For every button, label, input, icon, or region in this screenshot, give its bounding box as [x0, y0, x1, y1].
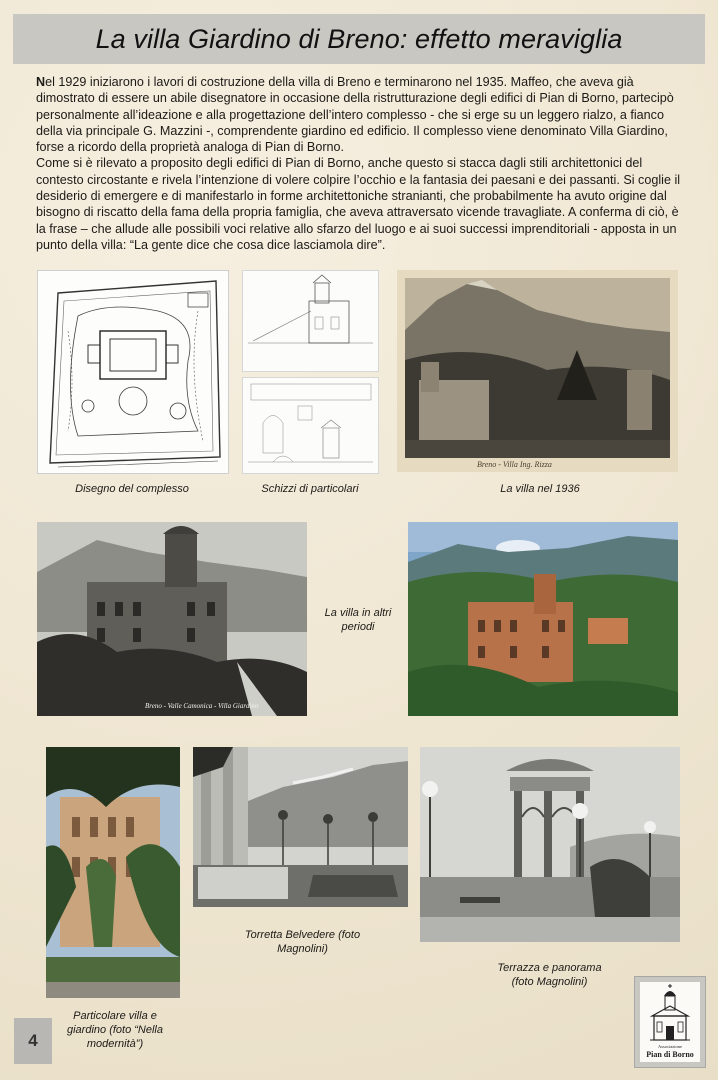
caption-altri-periodi: La villa in altri periodi: [324, 607, 392, 633]
caption-torretta: Torretta Belvedere (foto Magnolini): [244, 929, 361, 955]
intro-paragraph-1: [36, 74, 684, 155]
sketch-tower-elevation: [242, 270, 379, 372]
caption-villa-1936: La villa nel 1936: [500, 483, 580, 495]
terrazza-svg: [420, 747, 680, 942]
intro-paragraph-1-text: el 1929 iniziarono i lavori di costruzione della villa di Breno e terminarono nel 1935. Maffeo, che aveva già dimostrato di essere un abile disegnatore in occasione della ristrutturazione degli edifici di Pian di Borno, partecipò personalmente all’ideazione e alla progettazione dell’intero complesso - che si erge su un leggero rialzo, a fianco della via principale G. Mazzini -, comprendente giardino ed edificio. Il complesso viene denominato Villa Giardino, forse a ricordo della proprietà analoga di Pian di Borno.: [36, 75, 674, 155]
intro-text: [36, 74, 684, 253]
sketch-details-svg: [243, 378, 378, 473]
title-bar: [13, 14, 705, 64]
villa-bw-photo: [37, 522, 307, 716]
torretta-photo: [193, 747, 408, 907]
logo-inner: [640, 982, 700, 1062]
villa-bw-svg: [37, 522, 307, 716]
caption-terrazza: Terrazza e panorama (foto Magnolini): [497, 962, 602, 988]
church-icon: [640, 982, 700, 1044]
villa-1936-svg: [397, 270, 678, 472]
sketch-tower-svg: [243, 271, 378, 371]
sketch-details: [242, 377, 379, 474]
villa-bw-inscription: Breno - Valle Camonica - Villa Giardino: [145, 702, 259, 710]
villa-1936-photo: [397, 270, 678, 472]
villa-1936-inscription: Breno - Villa Ing. Rizza: [477, 460, 552, 469]
villa-color-svg: [408, 522, 678, 716]
caption-disegno: Disegno del complesso: [75, 483, 189, 495]
terrazza-photo: [420, 747, 680, 942]
site-plan-svg: [38, 271, 228, 473]
villa-color-photo: [408, 522, 678, 716]
garden-detail-photo: [46, 747, 180, 998]
logo-text-small: Associazione: [658, 1044, 682, 1049]
intro-paragraph-2: Come si è rilevato a proposito degli edifici di Pian di Borno, anche questo si stacca dagli stili architettonici del contesto circostante e rivela l’intenzione di volere colpire l’occhio e la fantasia dei paesani e dei passanti. Si coglie il desiderio di emergere e di manifestarlo in forme architettoniche stranianti, che probabilmente ha avuto origine dal bisogno di riscatto della fama della propria famiglia, che aveva attraversato vicende travagliate. A conferma di ciò, è la frase – che allude alle possibili voci relative allo sfarzo del luogo e ai suoi successi imprenditoriali - apposta in un punto della villa: “La gente dice che cosa dice lasciamola dire”.: [36, 156, 681, 252]
page-number: 4: [14, 1018, 52, 1064]
garden-detail-svg: [46, 747, 180, 998]
logo-text-big: Pian di Borno: [646, 1050, 694, 1059]
site-plan-drawing: [37, 270, 229, 474]
association-logo: [634, 976, 706, 1068]
page-title: La villa Giardino di Breno: effetto meraviglia: [95, 23, 623, 54]
drop-letter: N: [36, 75, 46, 89]
torretta-svg: [193, 747, 408, 907]
caption-schizzi: Schizzi di particolari: [261, 483, 359, 495]
caption-particolare: Particolare villa e giardino (foto “Nella modernità”): [67, 1010, 163, 1050]
